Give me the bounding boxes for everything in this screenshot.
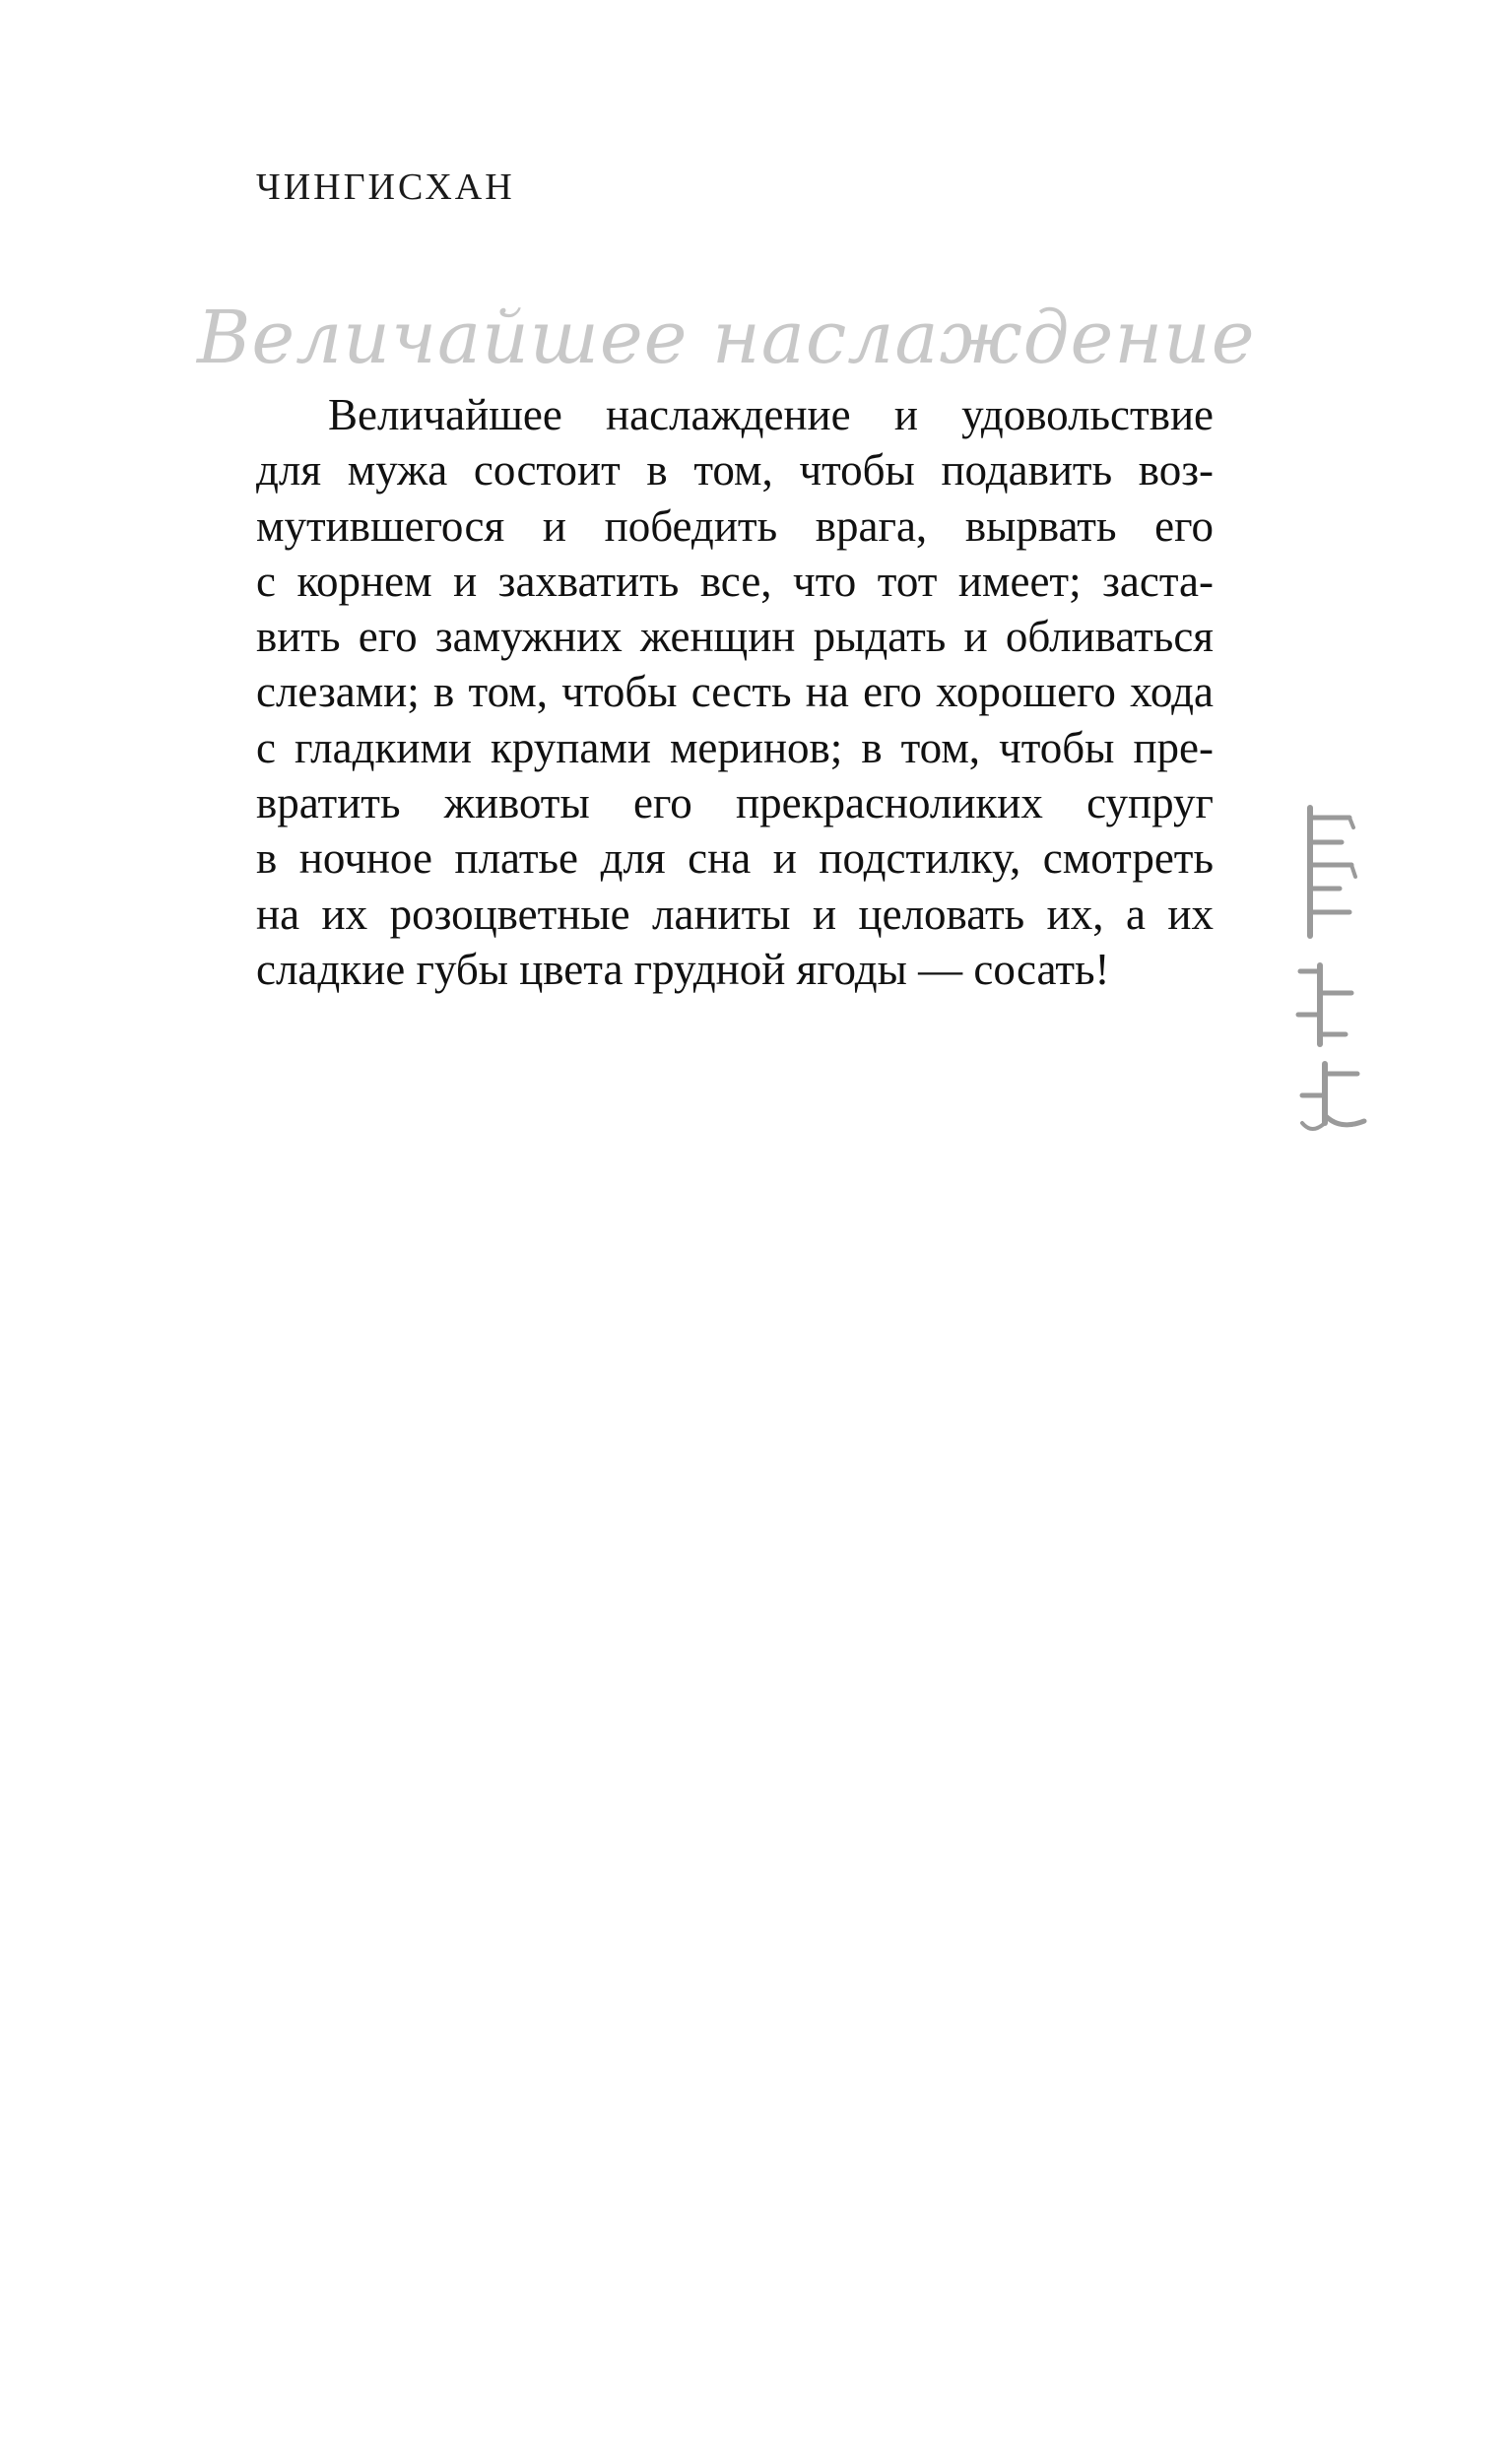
- running-head: ЧИНГИСХАН: [256, 166, 515, 208]
- mongolian-script-calligraphy-icon: [1281, 788, 1389, 1143]
- decorative-section-title: Величайшее наслаждение: [197, 296, 1256, 380]
- text-line: в ночное платье для сна и подстилку, смотреть: [256, 833, 1214, 884]
- text-line: на их розоцветные ланиты и целовать их, а их: [256, 889, 1214, 939]
- text-line: для мужа состоит в том, чтобы подавить воз-: [256, 445, 1214, 495]
- text-line: с корнем и захватить все, что тот имеет; заста-: [256, 556, 1214, 606]
- text-line: вить его замужних женщин рыдать и обливаться: [256, 612, 1214, 662]
- text-line: слезами; в том, чтобы сесть на его хорошего хода: [256, 667, 1214, 717]
- text-line: Величайшее наслаждение и удовольствие: [328, 390, 1214, 439]
- text-line: мутившегося и победить врага, вырвать его: [256, 500, 1214, 551]
- text-line: сладкие губы цвета грудной ягоды — сосать!: [256, 944, 1110, 994]
- text-line: с гладкими крупами меринов; в том, чтобы пре-: [256, 722, 1214, 772]
- text-line: вратить животы его прекрасноликих супруг: [256, 778, 1214, 828]
- body-text: [256, 387, 1214, 997]
